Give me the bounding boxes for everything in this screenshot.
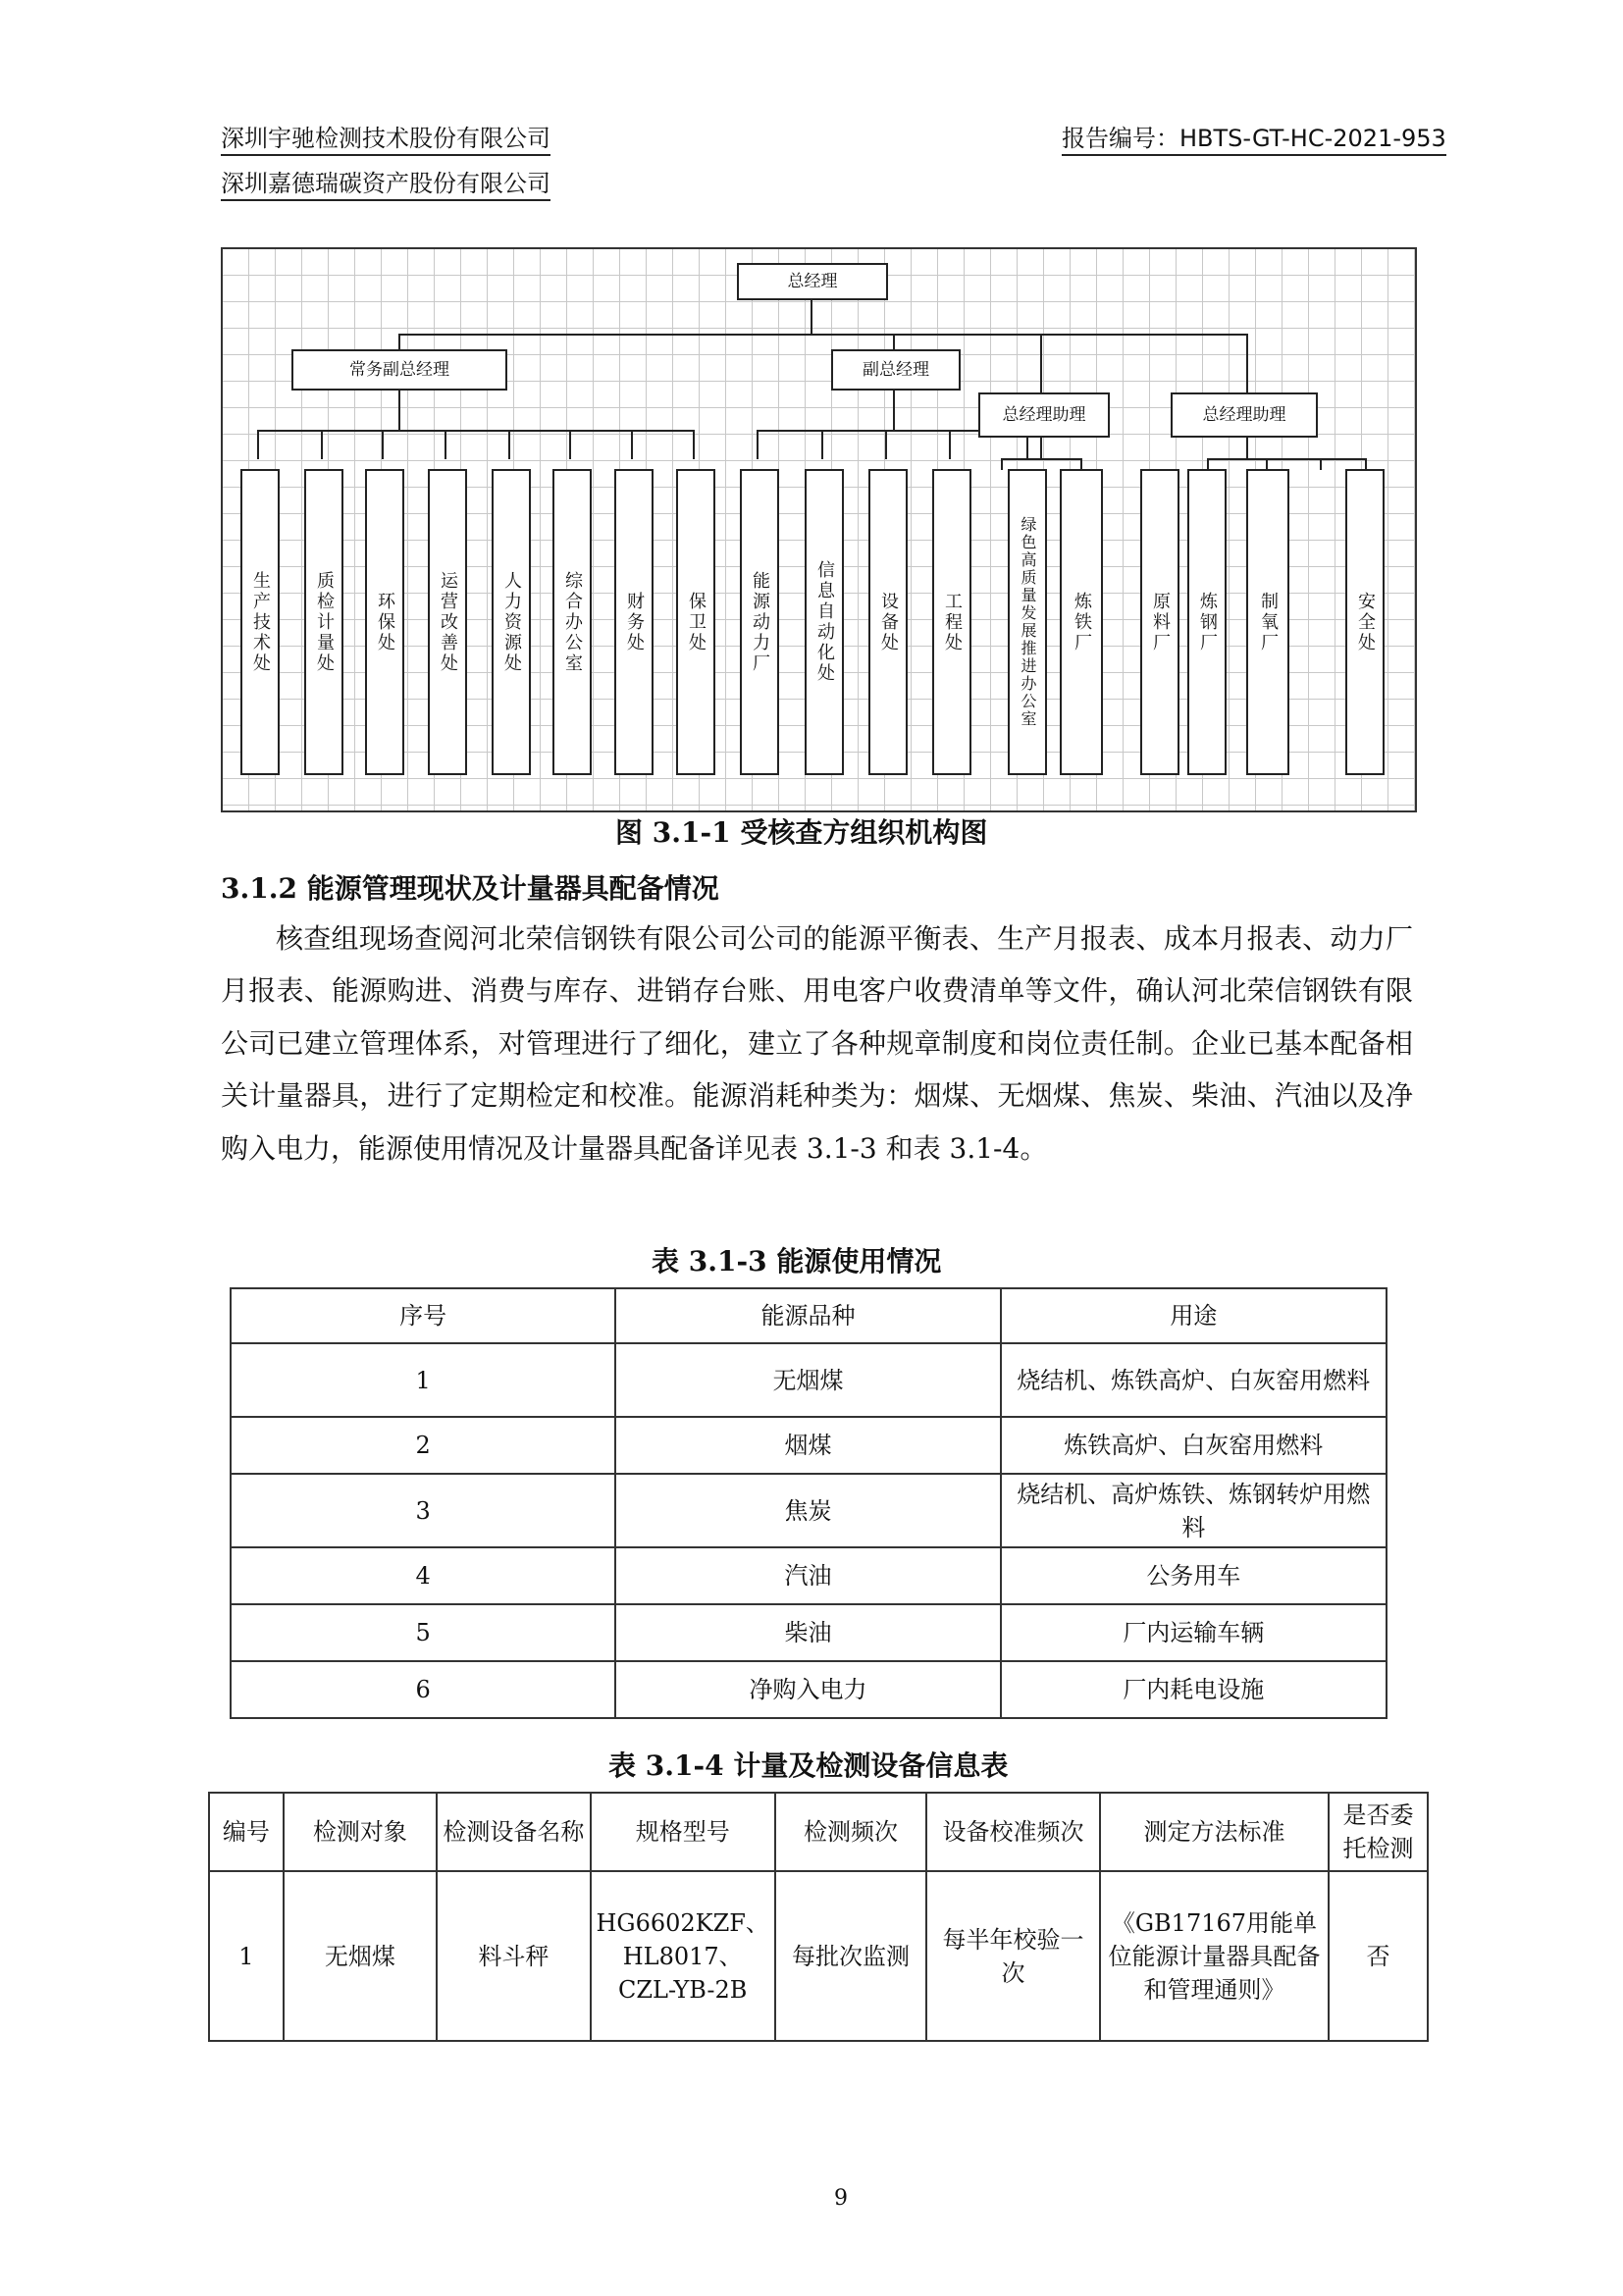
org-dept-box: 保卫处 (676, 469, 715, 775)
table-header-cell: 用途 (1001, 1288, 1387, 1343)
table-cell: 无烟煤 (615, 1343, 1000, 1417)
table-4-title: 表 3.1-4 计量及检测设备信息表 (608, 1749, 1009, 1782)
table-cell: 炼铁高炉、白灰窑用燃料 (1001, 1417, 1387, 1474)
table-header-cell: 序号 (231, 1288, 615, 1343)
org-dept-box: 质检计量处 (304, 469, 343, 775)
table-cell: 烧结机、炼铁高炉、白灰窑用燃料 (1001, 1343, 1387, 1417)
org-dept-box: 炼铁厂 (1060, 469, 1103, 775)
org-dept-box: 制氧厂 (1246, 469, 1289, 775)
org-box-assistant-1: 总经理助理 (978, 392, 1110, 438)
table-row (209, 1871, 1428, 2041)
table-cell: 公务用车 (1001, 1547, 1387, 1604)
energy-usage-table (230, 1287, 1387, 1719)
table-cell: 厂内耗电设施 (1001, 1661, 1387, 1718)
table-cell: 无烟煤 (284, 1871, 437, 2041)
table-row (231, 1343, 1387, 1417)
table-header-cell: 编号 (209, 1793, 284, 1871)
table-header-cell: 规格型号 (591, 1793, 775, 1871)
table-cell: 5 (231, 1604, 615, 1661)
table-cell: 3 (231, 1474, 615, 1547)
header-company-1: 深圳宇驰检测技术股份有限公司 (221, 124, 550, 156)
org-dept-box: 安全处 (1345, 469, 1385, 775)
table-cell: 6 (231, 1661, 615, 1718)
org-dept-box: 能源动力厂 (740, 469, 779, 775)
page-number: 9 (834, 2186, 848, 2211)
org-dept-box: 运营改善处 (428, 469, 467, 775)
table-cell: 每批次监测 (775, 1871, 926, 2041)
table-header-cell: 检测设备名称 (437, 1793, 590, 1871)
org-box-assistant-2: 总经理助理 (1171, 392, 1318, 438)
table-cell: 4 (231, 1547, 615, 1604)
table-row (231, 1604, 1387, 1661)
org-dept-box: 工程处 (932, 469, 971, 775)
table-cell: 否 (1329, 1871, 1428, 2041)
table-cell: 焦炭 (615, 1474, 1000, 1547)
org-dept-box: 设备处 (868, 469, 908, 775)
table-cell: 1 (231, 1343, 615, 1417)
report-number: 报告编号：HBTS-GT-HC-2021-953 (1062, 124, 1446, 156)
org-chart (221, 247, 1417, 812)
figure-caption: 图 3.1-1 受核查方组织机构图 (615, 816, 988, 849)
table-cell: 柴油 (615, 1604, 1000, 1661)
table-cell: 每半年校验一次 (926, 1871, 1100, 2041)
table-cell: 烟煤 (615, 1417, 1000, 1474)
table-cell: 2 (231, 1417, 615, 1474)
org-box-executive-deputy: 常务副总经理 (291, 349, 507, 391)
table-header-row (209, 1793, 1428, 1871)
table-row (231, 1661, 1387, 1718)
org-dept-box: 原料厂 (1140, 469, 1179, 775)
table-cell: HG6602KZF、HL8017、CZL-YB-2B (591, 1871, 775, 2041)
table-cell: 厂内运输车辆 (1001, 1604, 1387, 1661)
table-header-cell: 是否委托检测 (1329, 1793, 1428, 1871)
table-row (231, 1547, 1387, 1604)
org-dept-box: 生产技术处 (240, 469, 280, 775)
body-paragraph: 核查组现场查阅河北荣信钢铁有限公司公司的能源平衡表、生产月报表、成本月报表、动力厂月报表、能源购进、消费与库存、进销存台账、用电客户收费清单等文件，确认河北荣信钢铁有限公司已建立管理体系，对管理进行了细化，建立了各种规章制度和岗位责任制。企业已基本配备相关计量器具，进行了定期检定和校准。能源消耗种类为：烟煤、无烟煤、焦炭、柴油、汽油以及净购入电力，能源使用情况及计量器具配备详见表 3.1-3 和表 3.1-4。 (221, 922, 1413, 1165)
org-box-general-manager: 总经理 (737, 263, 888, 300)
equipment-table (208, 1792, 1429, 2042)
table-header-row (231, 1288, 1387, 1343)
org-dept-box: 炼钢厂 (1187, 469, 1227, 775)
table-header-cell: 检测频次 (775, 1793, 926, 1871)
org-dept-box: 财务处 (614, 469, 654, 775)
table-row (231, 1474, 1387, 1547)
table-3-title: 表 3.1-3 能源使用情况 (652, 1245, 942, 1278)
table-header-cell: 测定方法标准 (1100, 1793, 1329, 1871)
table-header-cell: 设备校准频次 (926, 1793, 1100, 1871)
org-box-deputy: 副总经理 (831, 349, 961, 391)
table-header-cell: 能源品种 (615, 1288, 1000, 1343)
org-dept-box: 绿色高质量发展推进办公室 (1008, 469, 1047, 775)
table-header-cell: 检测对象 (284, 1793, 437, 1871)
table-cell: 《GB17167用能单位能源计量器具配备和管理通则》 (1100, 1871, 1329, 2041)
section-heading: 3.1.2 能源管理现状及计量器具配备情况 (221, 872, 719, 905)
table-cell: 1 (209, 1871, 284, 2041)
org-dept-box: 环保处 (365, 469, 404, 775)
table-cell: 料斗秤 (437, 1871, 590, 2041)
table-cell: 净购入电力 (615, 1661, 1000, 1718)
header-company-2: 深圳嘉德瑞碳资产股份有限公司 (221, 169, 550, 201)
org-dept-box: 信息自动化处 (805, 469, 844, 775)
table-cell: 烧结机、高炉炼铁、炼钢转炉用燃料 (1001, 1474, 1387, 1547)
org-dept-box: 人力资源处 (492, 469, 531, 775)
table-cell: 汽油 (615, 1547, 1000, 1604)
org-dept-box: 综合办公室 (552, 469, 592, 775)
table-row (231, 1417, 1387, 1474)
